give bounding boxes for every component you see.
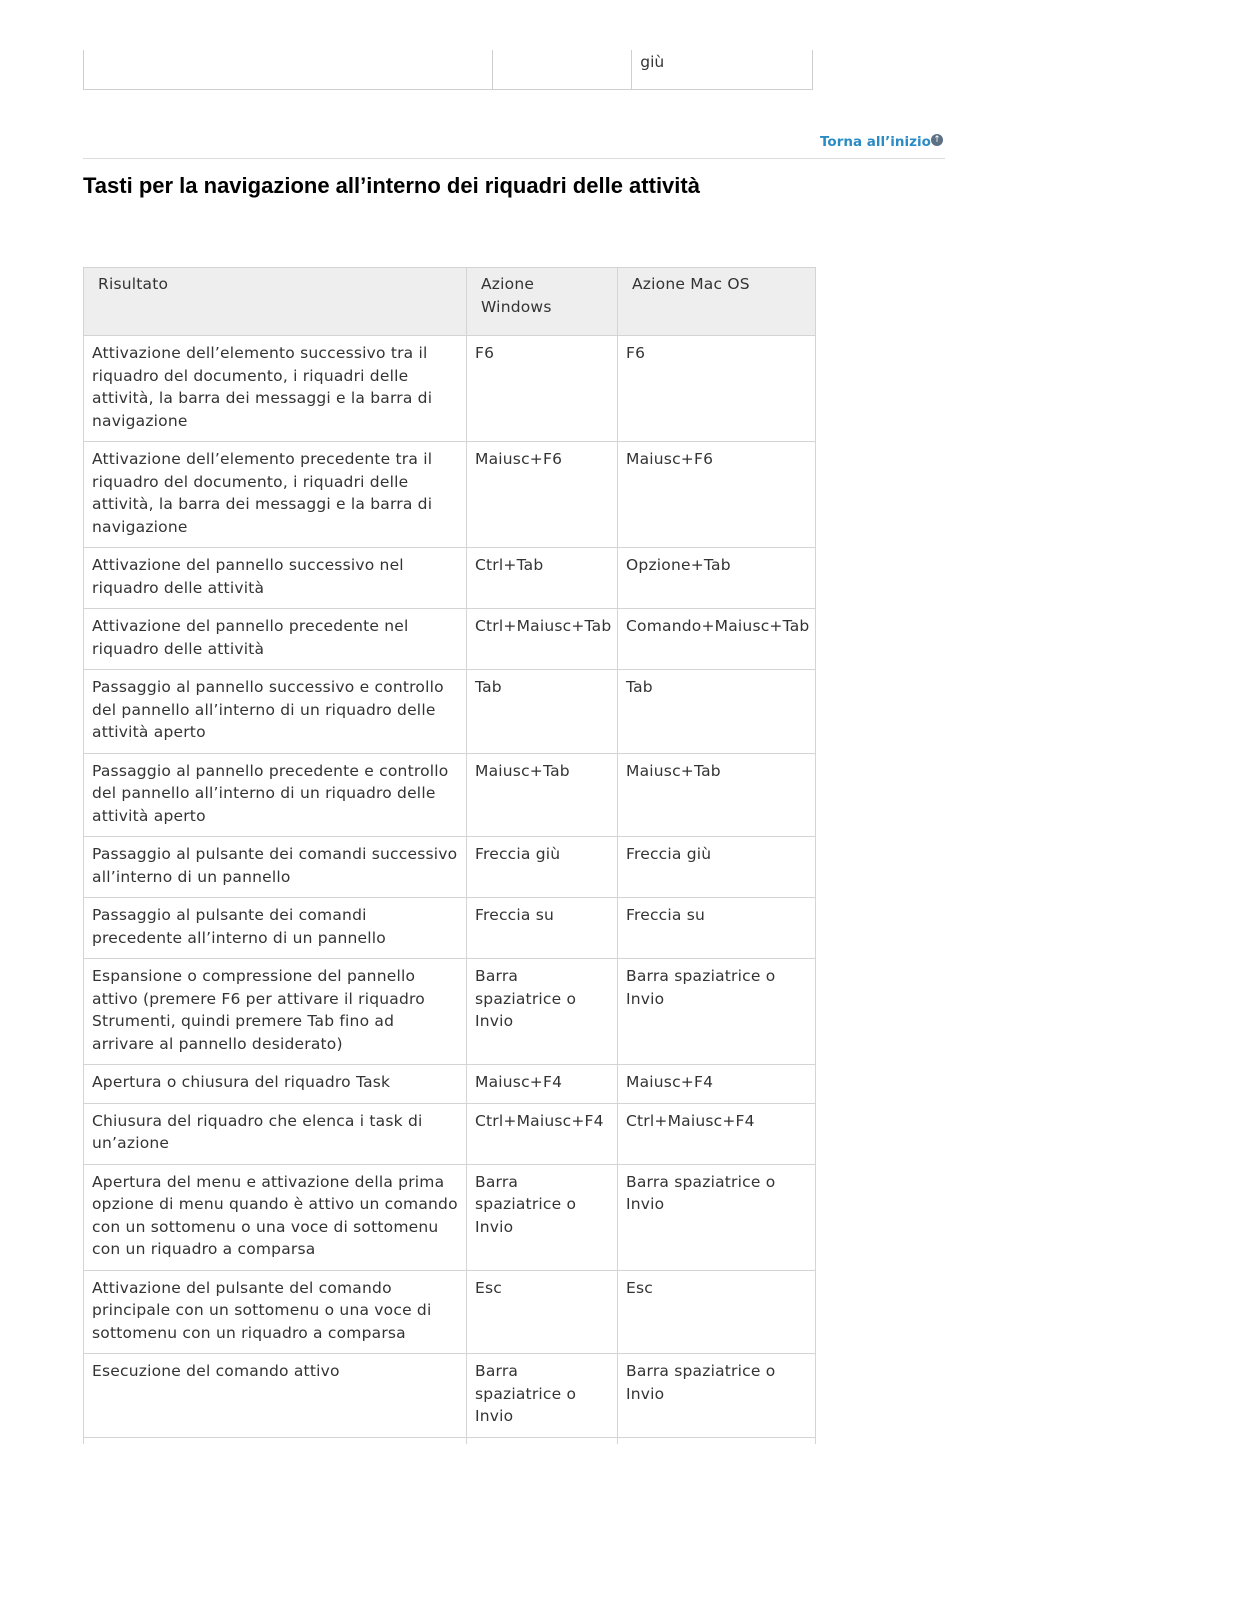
table-row (84, 548, 816, 609)
windows-shortcut-cell: Tab (467, 670, 618, 754)
mac-shortcut-cell: Freccia su (618, 898, 816, 959)
windows-shortcut-cell: Ctrl+Tab (467, 548, 618, 609)
windows-shortcut-cell: Barra spaziatrice o Invio (467, 1164, 618, 1270)
shortcut-table (83, 267, 816, 1444)
windows-shortcut-cell: Esc (467, 1270, 618, 1354)
table-row (84, 50, 813, 90)
table-row (84, 753, 816, 837)
table-row (84, 1354, 816, 1438)
result-cell: Attivazione del pulsante del comando principale con un sottomenu o una voce di sottomenu con un riquadro a comparsa (84, 1270, 467, 1354)
mac-shortcut-cell: Tab (618, 670, 816, 754)
result-cell: Attivazione dell’elemento successivo tra il riquadro del documento, i riquadri delle attività, la barra dei messaggi e la barra di navigazione (84, 336, 467, 442)
table-row (84, 336, 816, 442)
table-row (84, 442, 816, 548)
table-row (84, 1270, 816, 1354)
table-row (84, 609, 816, 670)
table-row (84, 837, 816, 898)
table-cell (84, 1437, 467, 1444)
windows-shortcut-cell: Maiusc+F6 (467, 442, 618, 548)
table-cell: giù (632, 50, 813, 90)
arrow-up-circle-icon[interactable]: ↑ (931, 134, 943, 146)
result-cell: Chiusura del riquadro che elenca i task di un’azione (84, 1103, 467, 1164)
mac-shortcut-cell: Maiusc+Tab (618, 753, 816, 837)
result-cell: Passaggio al pannello precedente e controllo del pannello all’interno di un riquadro delle attività aperto (84, 753, 467, 837)
table-cell (467, 1437, 618, 1444)
table-cell (493, 50, 632, 90)
windows-shortcut-cell: Freccia su (467, 898, 618, 959)
windows-shortcut-cell: Barra spaziatrice o Invio (467, 1354, 618, 1438)
windows-shortcut-cell: Maiusc+F4 (467, 1065, 618, 1104)
mac-shortcut-cell: Comando+Maiusc+Tab (618, 609, 816, 670)
mac-shortcut-cell: Esc (618, 1270, 816, 1354)
column-header-mac: Azione Mac OS (618, 268, 816, 336)
section-title: Tasti per la navigazione all’interno dei riquadri delle attività (83, 173, 700, 198)
table-row (84, 1164, 816, 1270)
table-row (84, 670, 816, 754)
column-header-result: Risultato (84, 268, 467, 336)
result-cell: Attivazione del pannello precedente nel riquadro delle attività (84, 609, 467, 670)
back-to-top-link[interactable]: Torna all’inizio (820, 134, 931, 150)
mac-shortcut-cell: Opzione+Tab (618, 548, 816, 609)
windows-shortcut-cell: Maiusc+Tab (467, 753, 618, 837)
result-cell: Attivazione del pannello successivo nel riquadro delle attività (84, 548, 467, 609)
table-row (84, 1065, 816, 1104)
windows-shortcut-cell: Freccia giù (467, 837, 618, 898)
table-row (84, 959, 816, 1065)
mac-shortcut-cell: Maiusc+F6 (618, 442, 816, 548)
table-row (84, 1103, 816, 1164)
mac-shortcut-cell: F6 (618, 336, 816, 442)
previous-table-tail (83, 50, 813, 90)
windows-shortcut-cell: F6 (467, 336, 618, 442)
table-row-continued (84, 1437, 816, 1444)
table-body (84, 336, 816, 1444)
windows-shortcut-cell: Ctrl+Maiusc+F4 (467, 1103, 618, 1164)
windows-shortcut-cell: Barra spaziatrice o Invio (467, 959, 618, 1065)
section-divider (83, 158, 945, 159)
result-cell: Attivazione dell’elemento precedente tra il riquadro del documento, i riquadri delle attività, la barra dei messaggi e la barra di navigazione (84, 442, 467, 548)
table-cell (618, 1437, 816, 1444)
result-cell: Espansione o compressione del pannello attivo (premere F6 per attivare il riquadro Strumenti, quindi premere Tab fino ad arrivare al pannello desiderato) (84, 959, 467, 1065)
result-cell: Passaggio al pulsante dei comandi successivo all’interno di un pannello (84, 837, 467, 898)
windows-shortcut-cell: Ctrl+Maiusc+Tab (467, 609, 618, 670)
mac-shortcut-cell: Barra spaziatrice o Invio (618, 1164, 816, 1270)
result-cell: Apertura del menu e attivazione della prima opzione di menu quando è attivo un comando con un sottomenu o una voce di sottomenu con un riquadro a comparsa (84, 1164, 467, 1270)
table-row (84, 898, 816, 959)
column-header-windows: Azione Windows (467, 268, 618, 336)
mac-shortcut-cell: Ctrl+Maiusc+F4 (618, 1103, 816, 1164)
mac-shortcut-cell: Barra spaziatrice o Invio (618, 959, 816, 1065)
table-cell (84, 50, 493, 90)
result-cell: Apertura o chiusura del riquadro Task (84, 1065, 467, 1104)
mac-shortcut-cell: Maiusc+F4 (618, 1065, 816, 1104)
result-cell: Passaggio al pannello successivo e controllo del pannello all’interno di un riquadro delle attività aperto (84, 670, 467, 754)
result-cell: Passaggio al pulsante dei comandi precedente all’interno di un pannello (84, 898, 467, 959)
table-header-row (84, 268, 816, 336)
mac-shortcut-cell: Freccia giù (618, 837, 816, 898)
mac-shortcut-cell: Barra spaziatrice o Invio (618, 1354, 816, 1438)
result-cell: Esecuzione del comando attivo (84, 1354, 467, 1438)
